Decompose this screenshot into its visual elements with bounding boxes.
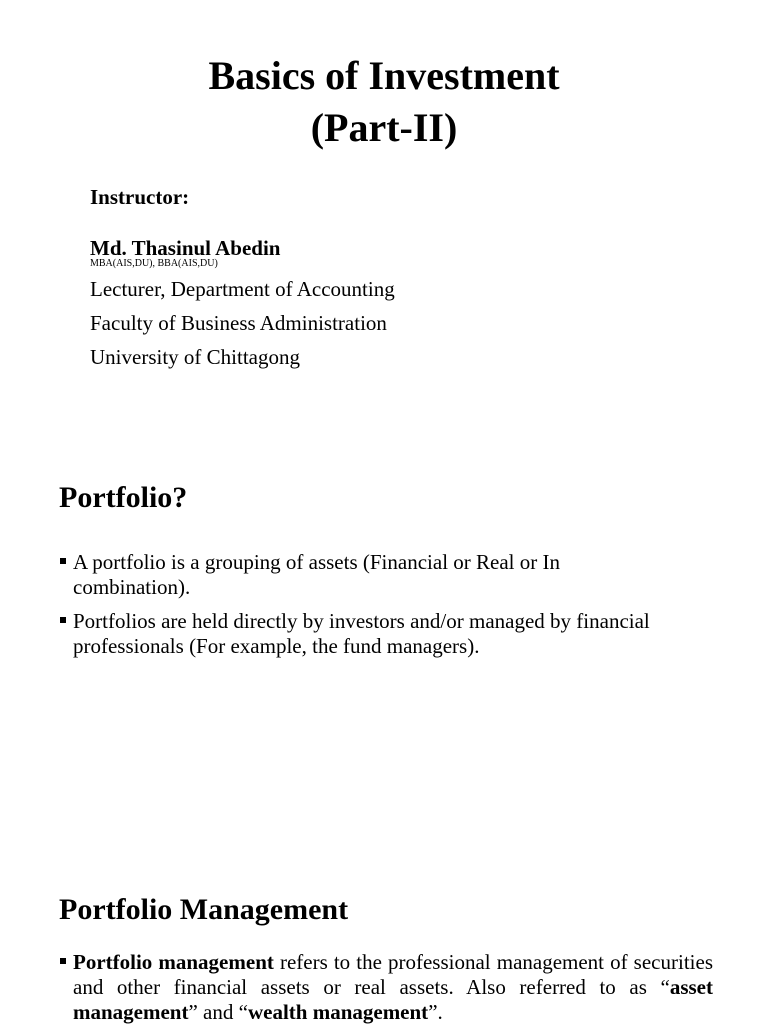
square-bullet-icon	[60, 958, 66, 964]
square-bullet-icon	[60, 617, 66, 623]
bullet-term-bold: Portfolio management	[73, 950, 274, 974]
list-item	[59, 950, 713, 1025]
square-bullet-icon	[60, 558, 66, 564]
portfolio-bullet-list	[59, 550, 659, 668]
list-item	[59, 609, 659, 659]
portfolio-management-slide	[0, 880, 768, 1024]
bullet-text: refers to the professional management of securities and other financial assets or real assets. Also referred to as “	[73, 950, 713, 999]
portfolio-slide	[0, 470, 768, 830]
presentation-title	[0, 50, 768, 154]
affiliation-position: Lecturer, Department of Accounting	[90, 277, 395, 301]
title-line-1: Basics of Investment	[208, 53, 560, 98]
title-slide	[0, 0, 768, 420]
list-item	[59, 550, 659, 600]
bullet-text: ”.	[428, 1000, 443, 1024]
affiliation-university: University of Chittagong	[90, 345, 300, 369]
bullet-term-bold: asset management	[73, 975, 713, 1024]
bullet-text: Portfolios are held directly by investors and/or managed by financial professionals (For example, the fund managers).	[73, 609, 650, 658]
bullet-term-bold: wealth management	[247, 1000, 429, 1024]
bullet-text: A portfolio is a grouping of assets (Financial or Real or In combination).	[73, 550, 560, 599]
instructor-label: Instructor:	[90, 185, 190, 209]
affiliation-faculty: Faculty of Business Administration	[90, 311, 387, 335]
portfolio-management-heading: Portfolio Management	[59, 893, 349, 926]
instructor-name: Md. Thasinul Abedin	[90, 236, 281, 260]
bullet-text: ” and “	[188, 1000, 248, 1024]
title-line-2: (Part-II)	[310, 105, 458, 150]
instructor-block	[90, 183, 395, 374]
portfolio-heading: Portfolio?	[59, 481, 188, 514]
instructor-degrees: MBA(AIS,DU), BBA(AIS,DU)	[90, 258, 218, 269]
management-bullet-list	[59, 950, 713, 1034]
